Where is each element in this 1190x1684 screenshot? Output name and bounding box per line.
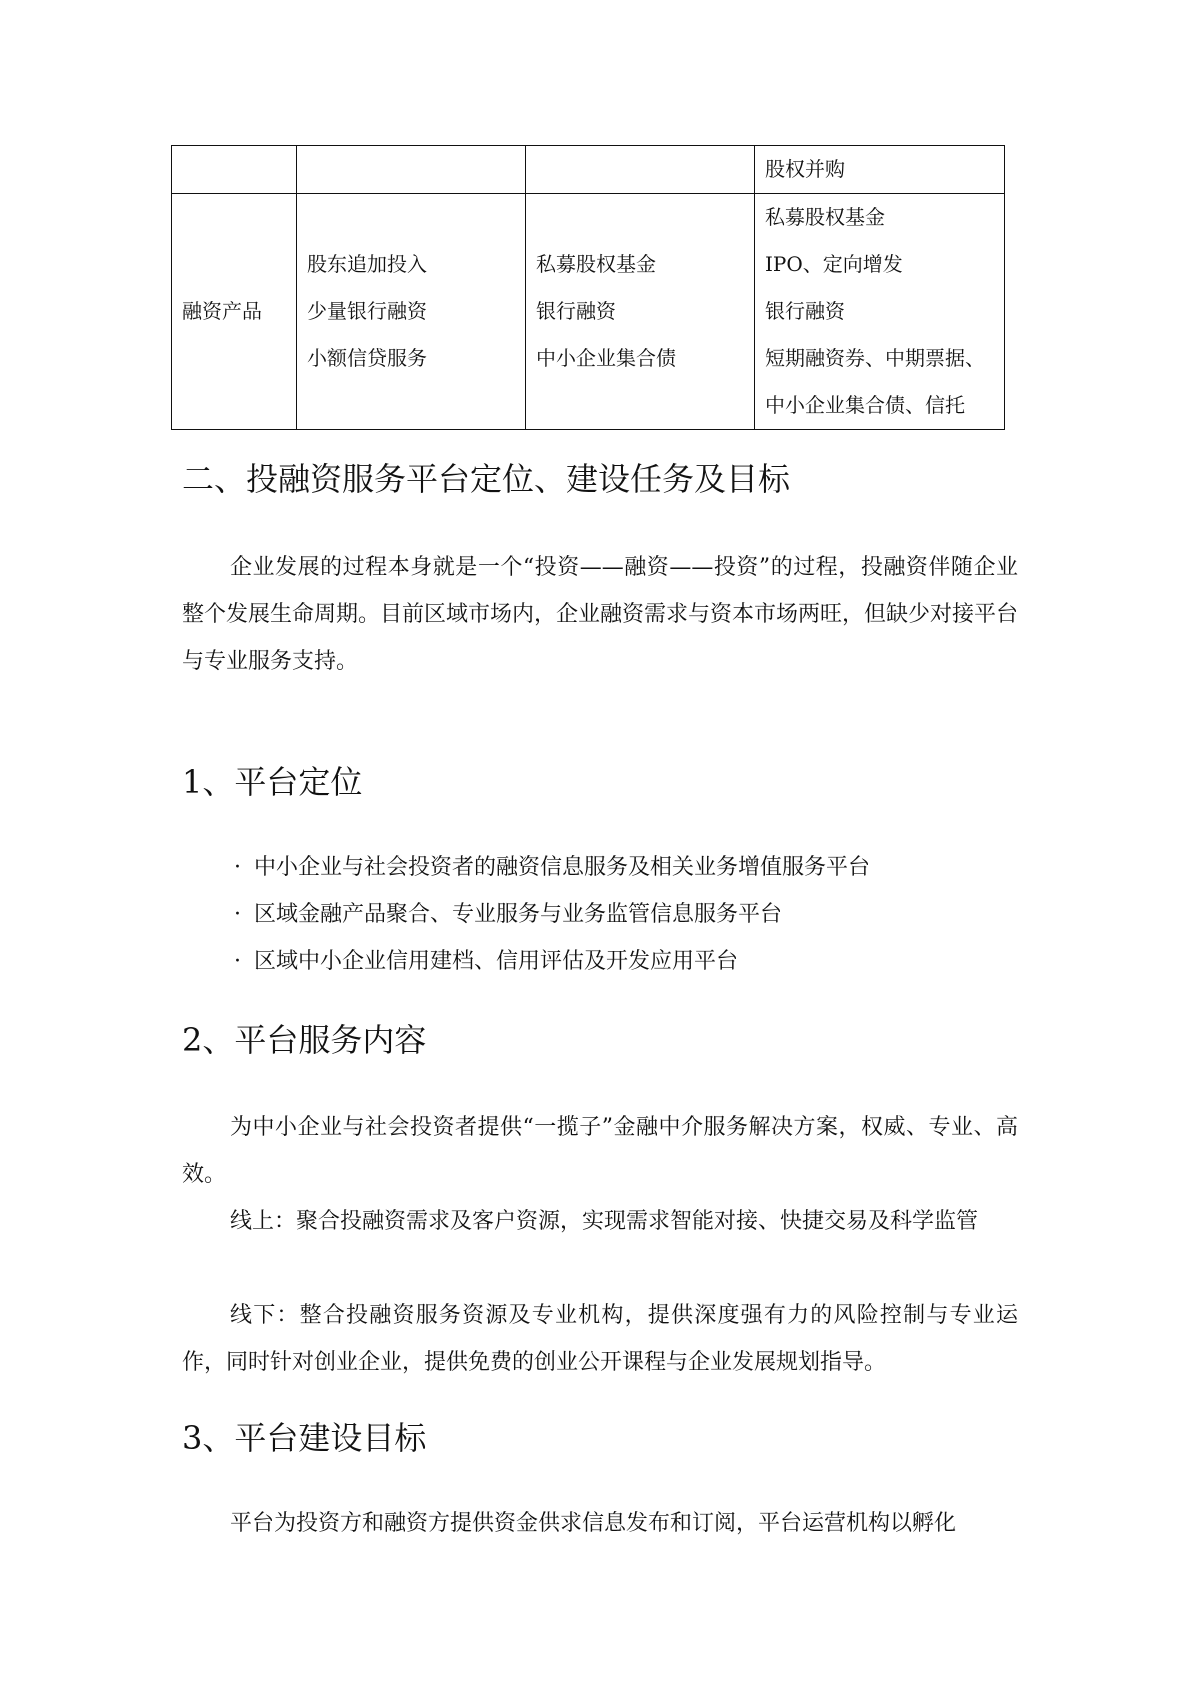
table-cell xyxy=(755,146,1005,194)
subsection-heading: 3、平台建设目标 xyxy=(182,1419,427,1457)
list-item: · 中小企业与社会投资者的融资信息服务及相关业务增值服务平台 xyxy=(234,844,870,891)
cell-line: 中小企业集合债 xyxy=(536,346,676,370)
table-cell xyxy=(526,146,755,194)
list-item: · 区域金融产品聚合、专业服务与业务监管信息服务平台 xyxy=(234,891,782,938)
bullet-icon: · xyxy=(234,949,241,974)
cell-line: 中小企业集合债、信托 xyxy=(765,393,965,417)
table-row xyxy=(172,146,1005,194)
section-heading: 二、投融资服务平台定位、建设任务及目标 xyxy=(182,460,791,498)
cell-line: 小额信贷服务 xyxy=(307,346,427,370)
cell-line: 股东追加投入 xyxy=(307,252,427,276)
paragraph: 平台为投资方和融资方提供资金供求信息发布和订阅，平台运营机构以孵化 xyxy=(230,1511,957,1536)
bullet-icon: · xyxy=(234,902,241,927)
bullet-icon: · xyxy=(234,855,241,880)
table-cell xyxy=(297,194,526,430)
cell-line: 少量银行融资 xyxy=(307,299,427,323)
table-cell xyxy=(526,194,755,430)
row-header-financing-products: 融资产品 xyxy=(172,194,297,430)
subsection-heading: 2、平台服务内容 xyxy=(182,1021,427,1059)
cell-line: IPO、定向增发 xyxy=(765,252,903,276)
cell-line: 私募股权基金 xyxy=(536,252,656,276)
financing-table xyxy=(171,145,1005,430)
paragraph: 企业发展的过程本身就是一个“投资——融资——投资”的过程，投融资伴随企业整个发展生命周期。目前区域市场内，企业融资需求与资本市场两旺，但缺少对接平台与专业服务支持。 xyxy=(182,555,1019,674)
table-row xyxy=(172,194,1005,430)
list-item: · 区域中小企业信用建档、信用评估及开发应用平台 xyxy=(234,938,738,985)
table-cell xyxy=(297,146,526,194)
paragraph: 线下：整合投融资服务资源及专业机构，提供深度强有力的风险控制与专业运作，同时针对创业企业，提供免费的创业公开课程与企业发展规划指导。 xyxy=(182,1303,1018,1375)
cell-line: 私募股权基金 xyxy=(765,205,885,229)
cell-line: 银行融资 xyxy=(765,299,845,323)
subsection-heading: 1、平台定位 xyxy=(182,763,363,801)
table-cell xyxy=(172,146,297,194)
paragraph: 为中小企业与社会投资者提供“一揽子”金融中介服务解决方案，权威、专业、高效。 xyxy=(182,1115,1018,1187)
table-cell xyxy=(755,194,1005,430)
cell-line: 股权并购 xyxy=(765,157,845,181)
cell-line: 短期融资券、中期票据、 xyxy=(765,346,985,370)
cell-line: 银行融资 xyxy=(536,299,616,323)
paragraph: 线上：聚合投融资需求及客户资源，实现需求智能对接、快捷交易及科学监管 xyxy=(230,1209,979,1234)
